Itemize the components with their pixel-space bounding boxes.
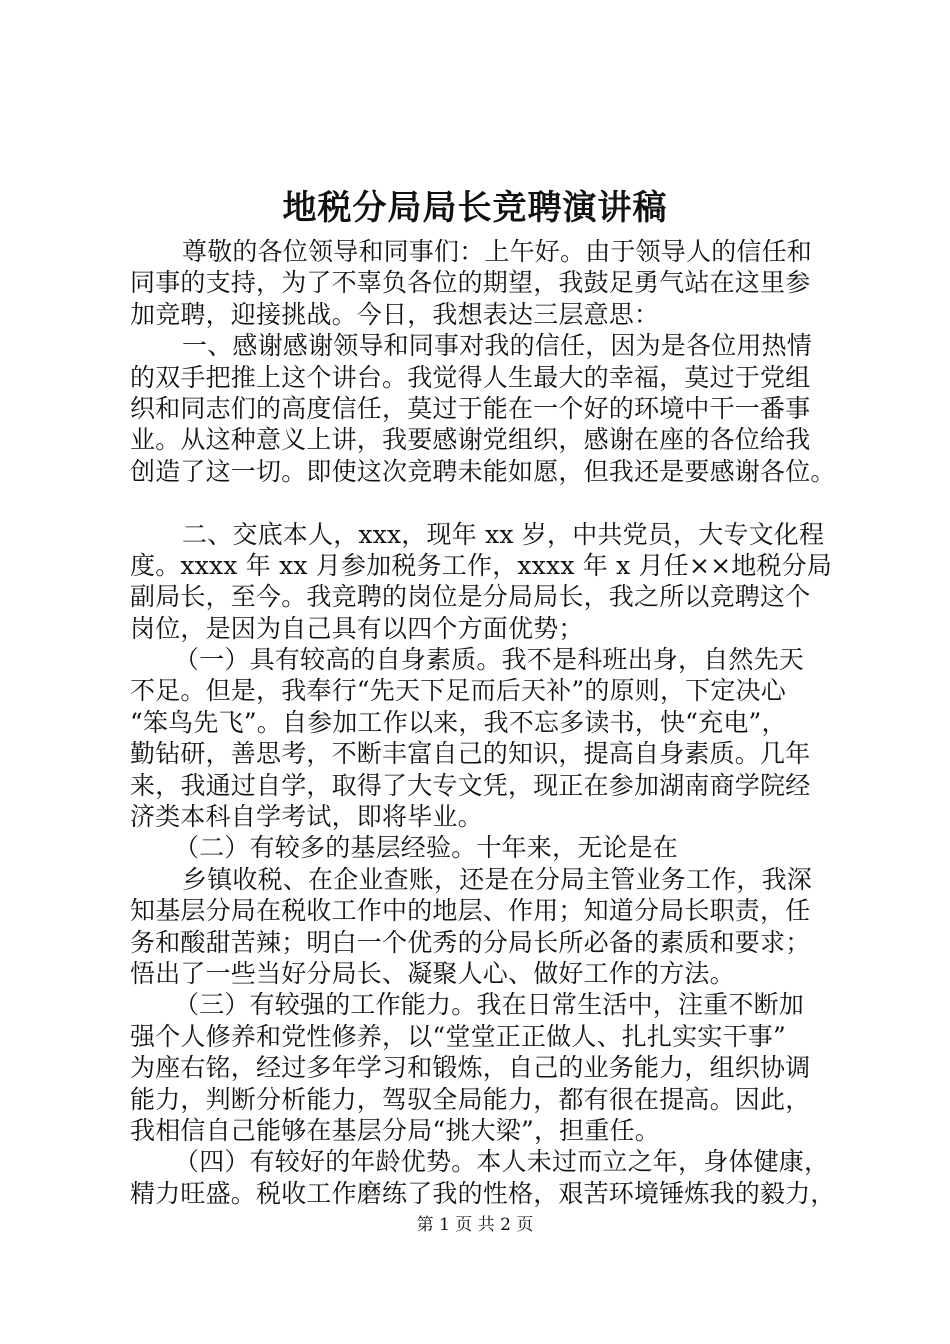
body-line: 强个人修养和党性修养，以“堂堂正正做人、扎扎实实干事” xyxy=(130,1021,786,1051)
blank-line xyxy=(130,487,850,518)
body-line: 勤钻研，善思考，不断丰富自己的知识，提高自身素质。几年 xyxy=(130,739,811,769)
body-line: 为座右铭，经过多年学习和锻炼，自己的业务能力，组织协调 xyxy=(130,1053,811,1083)
document-body xyxy=(130,236,850,1209)
body-line: 业。从这种意义上讲，我要感谢党组织，感谢在座的各位给我 xyxy=(130,425,811,455)
body-line: （二）有较多的基层经验。十年来，无论是在 xyxy=(174,833,679,863)
body-line: 悟出了一些当好分局长、凝聚人心、做好工作的方法。 xyxy=(130,958,735,988)
body-line: 同事的支持，为了不辜负各位的期望，我鼓足勇气站在这里参 xyxy=(130,268,811,298)
document-title: 地税分局局长竞聘演讲稿 xyxy=(282,188,668,228)
body-line: 不足。但是，我奉行“先天下足而后天补”的原则，下定决心 xyxy=(130,676,786,706)
body-line: 加竞聘，迎接挑战。今日，我想表达三层意思： xyxy=(130,299,660,329)
body-line: “笨鸟先飞”。自参加工作以来，我不忘多读书，快“充电”， xyxy=(130,707,787,737)
body-line: 尊敬的各位领导和同事们：上午好。由于领导人的信任和 xyxy=(182,237,813,266)
body-line: 务和酸甜苦辣；明白一个优秀的分局长所必备的素质和要求； xyxy=(130,927,811,957)
body-line: 能力，判断分析能力，驾驭全局能力，都有很在提高。因此， xyxy=(130,1084,811,1114)
body-line: 济类本科自学考试，即将毕业。 xyxy=(130,802,483,832)
body-line: （一）具有较高的自身素质。我不是科班出身，自然先天 xyxy=(174,645,805,675)
body-line: 岗位，是因为自己具有以四个方面优势； xyxy=(130,613,584,643)
body-line: 精力旺盛。税收工作磨练了我的性格，艰苦环境锤炼我的毅力， xyxy=(130,1178,836,1208)
body-line: 二、交底本人，xxx，现年 xx 岁，中共党员，大专文化程 xyxy=(182,519,825,549)
body-line: 一、感谢感谢领导和同事对我的信任，因为是各位用热情 xyxy=(182,331,813,361)
body-line: （四）有较好的年龄优势。本人未过而立之年，身体健康， xyxy=(174,1147,830,1177)
body-line: 的双手把推上这个讲台。我觉得人生最大的幸福，莫过于党组 xyxy=(130,362,811,392)
page-footer: 第 1 页 共 2 页 xyxy=(416,1215,534,1235)
body-line: 来，我通过自学，取得了大专文凭，现正在参加湖南商学院经 xyxy=(130,770,811,800)
body-line: 织和同志们的高度信任，莫过于能在一个好的环境中干一番事 xyxy=(130,393,811,423)
body-line: 副局长，至今。我竞聘的岗位是分局局长，我之所以竞聘这个 xyxy=(130,582,811,612)
body-line: （三）有较强的工作能力。我在日常生活中，注重不断加 xyxy=(174,990,805,1020)
body-line: 乡镇收税、在企业查账，还是在分局主管业务工作，我深 xyxy=(182,864,813,894)
body-line: 度。xxxx 年 xx 月参加税务工作，xxxx 年 x 月任××地税分局 xyxy=(130,550,833,580)
body-line: 创造了这一切。即使这次竞聘未能如愿，但我还是要感谢各位。 xyxy=(130,456,836,486)
body-line: 知基层分局在税收工作中的地层、作用；知道分局长职责，任 xyxy=(130,896,811,926)
body-line: 我相信自己能够在基层分局“挑大梁”，担重任。 xyxy=(130,1115,660,1145)
